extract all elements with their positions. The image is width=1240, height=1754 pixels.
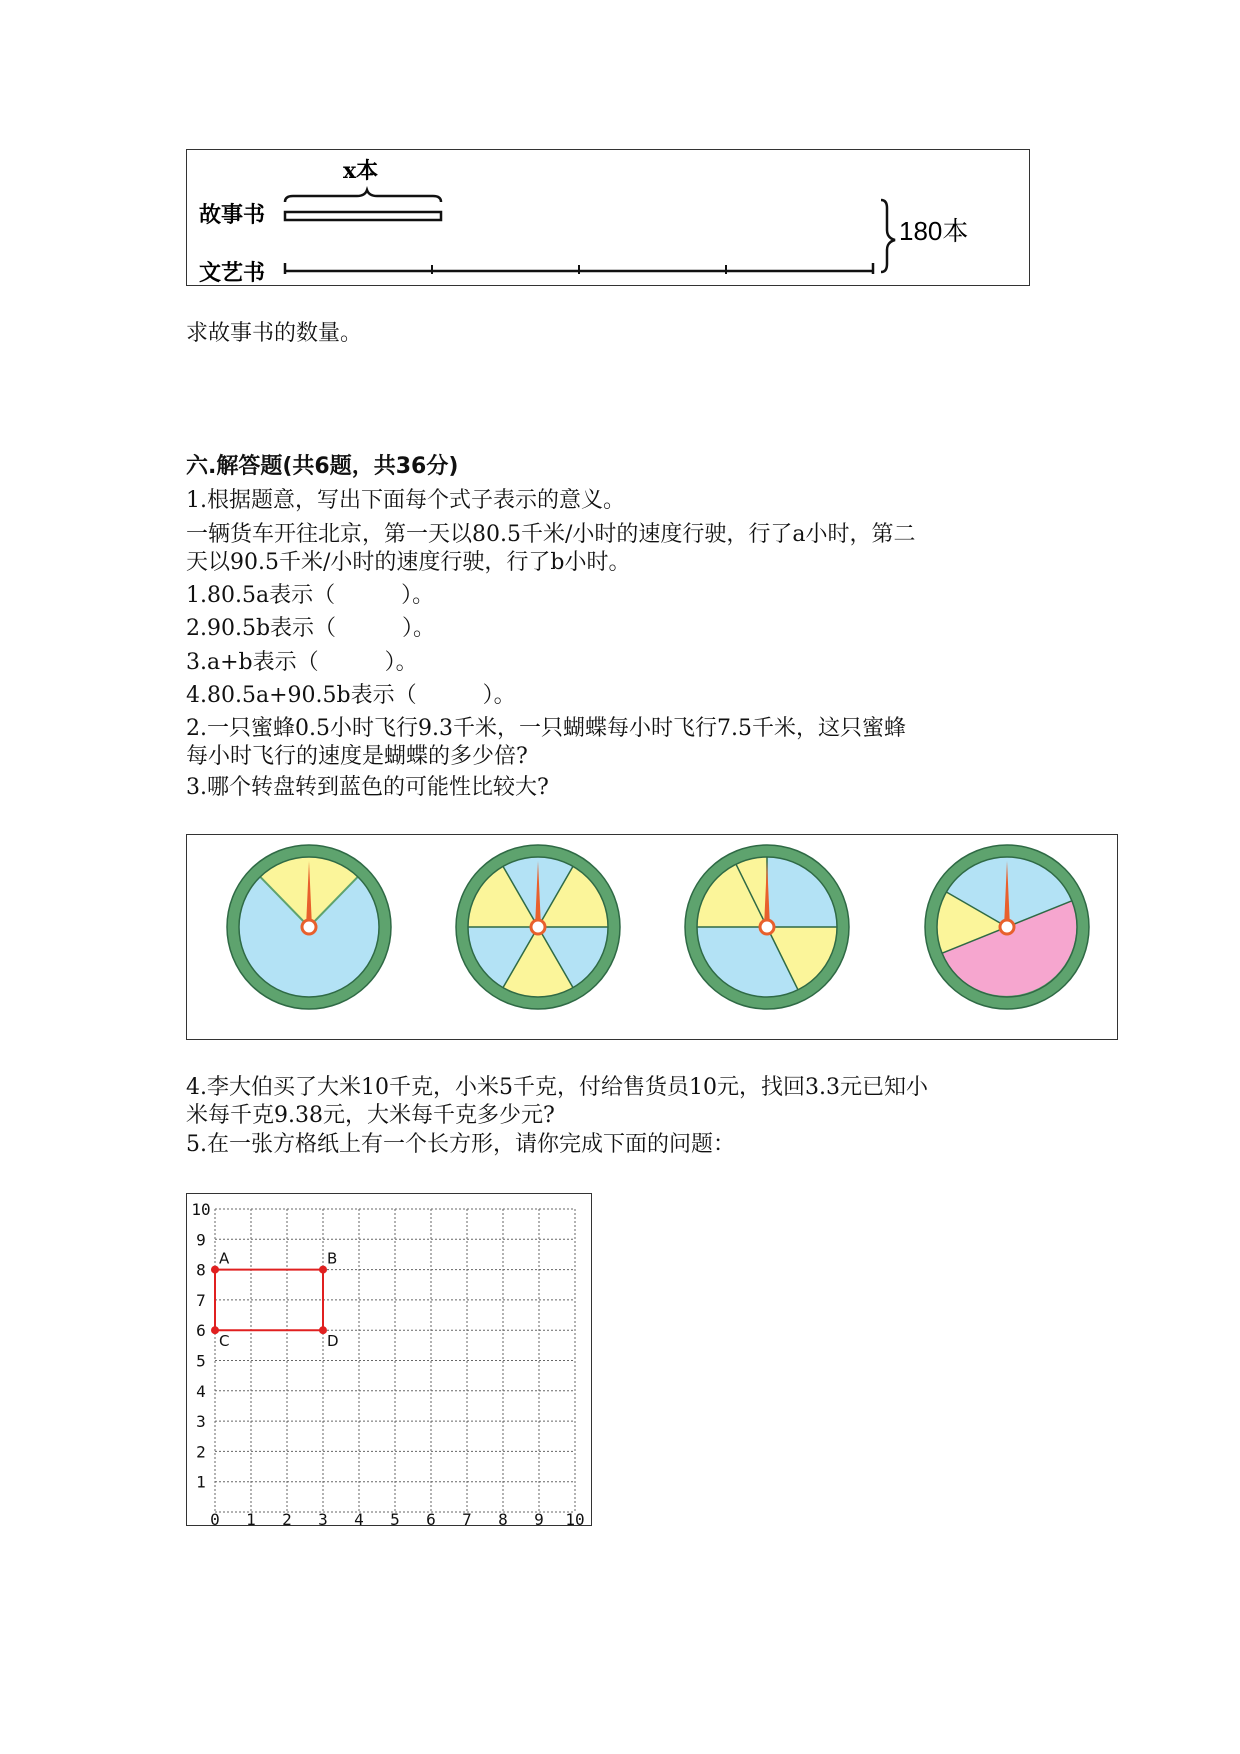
point-label-d: D xyxy=(327,1332,339,1351)
grid-panel xyxy=(186,1193,592,1526)
y-tick-label: 3 xyxy=(196,1412,206,1432)
x-tick-label: 6 xyxy=(426,1510,436,1527)
spinner-4 xyxy=(925,845,1089,1009)
q5-prompt: 5.在一张方格纸上有一个长方形，请你完成下面的问题： xyxy=(186,1132,735,1157)
x-label: x本 xyxy=(343,158,379,184)
spinners-panel xyxy=(186,834,1118,1040)
q4-line2: 米每千克9.38元，大米每千克多少元? xyxy=(186,1103,555,1128)
y-tick-label: 9 xyxy=(196,1230,206,1250)
q1-context-line2: 天以90.5千米/小时的速度行驶，行了b小时。 xyxy=(186,550,631,575)
y-tick-label: 1 xyxy=(196,1472,206,1492)
book-diagram xyxy=(186,149,1030,286)
x-tick-label: 10 xyxy=(565,1510,585,1527)
point-label-b: B xyxy=(327,1249,338,1268)
y-tick-label: 10 xyxy=(191,1200,211,1219)
section-title: 六.解答题(共6题，共36分) xyxy=(186,454,459,479)
x-tick-label: 9 xyxy=(534,1510,544,1527)
spinner-1 xyxy=(227,845,391,1009)
point-a xyxy=(211,1266,219,1274)
point-label-a: A xyxy=(219,1249,230,1268)
y-tick-label: 4 xyxy=(196,1381,206,1401)
x-tick-label: 0 xyxy=(210,1510,220,1527)
book-diagram-svg xyxy=(187,150,1031,287)
story-book-label: 故事书 xyxy=(199,202,266,228)
y-tick-label: 2 xyxy=(196,1442,206,1462)
y-tick-label: 6 xyxy=(196,1321,206,1341)
q1-item-1: 1.80.5a表示（ ）。 xyxy=(186,583,435,608)
y-tick-label: 8 xyxy=(196,1260,206,1280)
x-tick-label: 2 xyxy=(282,1510,292,1527)
q1-prompt: 1.根据题意，写出下面每个式子表示的意义。 xyxy=(186,488,625,513)
y-tick-label: 5 xyxy=(196,1351,206,1371)
x-tick-label: 5 xyxy=(390,1510,400,1527)
point-label-c: C xyxy=(219,1332,230,1351)
q1-item-2: 2.90.5b表示（ ）。 xyxy=(186,616,436,641)
point-b xyxy=(319,1266,327,1274)
story-book-bar xyxy=(285,212,441,220)
x-tick-label: 8 xyxy=(498,1510,508,1527)
x-brace xyxy=(285,190,441,202)
art-book-label: 文艺书 xyxy=(199,260,266,286)
total-brace xyxy=(881,200,895,272)
spinner-2 xyxy=(456,845,620,1009)
q1-context-line1: 一辆货车开往北京，第一天以80.5千米/小时的速度行驶，行了a小时，第二 xyxy=(186,522,916,547)
x-tick-label: 3 xyxy=(318,1510,328,1527)
total-label: 180本 xyxy=(899,216,969,246)
story-question: 求故事书的数量。 xyxy=(186,321,363,346)
spinner-3 xyxy=(685,845,849,1009)
spinners-svg xyxy=(187,835,1119,1041)
grid-svg xyxy=(187,1194,593,1527)
x-tick-label: 1 xyxy=(246,1510,256,1527)
q1-item-3: 3.a+b表示（ ）。 xyxy=(186,650,418,675)
q2-line1: 2.一只蜜蜂0.5小时飞行9.3千米，一只蝴蝶每小时飞行7.5千米，这只蜜蜂 xyxy=(186,716,906,741)
y-tick-label: 7 xyxy=(196,1290,206,1310)
q1-item-4: 4.80.5a+90.5b表示（ ）。 xyxy=(186,683,516,708)
point-c xyxy=(211,1326,219,1334)
q3-prompt: 3.哪个转盘转到蓝色的可能性比较大? xyxy=(186,775,549,800)
x-tick-label: 4 xyxy=(354,1510,364,1527)
q2-line2: 每小时飞行的速度是蝴蝶的多少倍? xyxy=(186,744,528,769)
x-tick-label: 7 xyxy=(462,1510,472,1527)
q4-line1: 4.李大伯买了大米10千克，小米5千克，付给售货员10元，找回3.3元已知小 xyxy=(186,1075,928,1100)
point-d xyxy=(319,1326,327,1334)
